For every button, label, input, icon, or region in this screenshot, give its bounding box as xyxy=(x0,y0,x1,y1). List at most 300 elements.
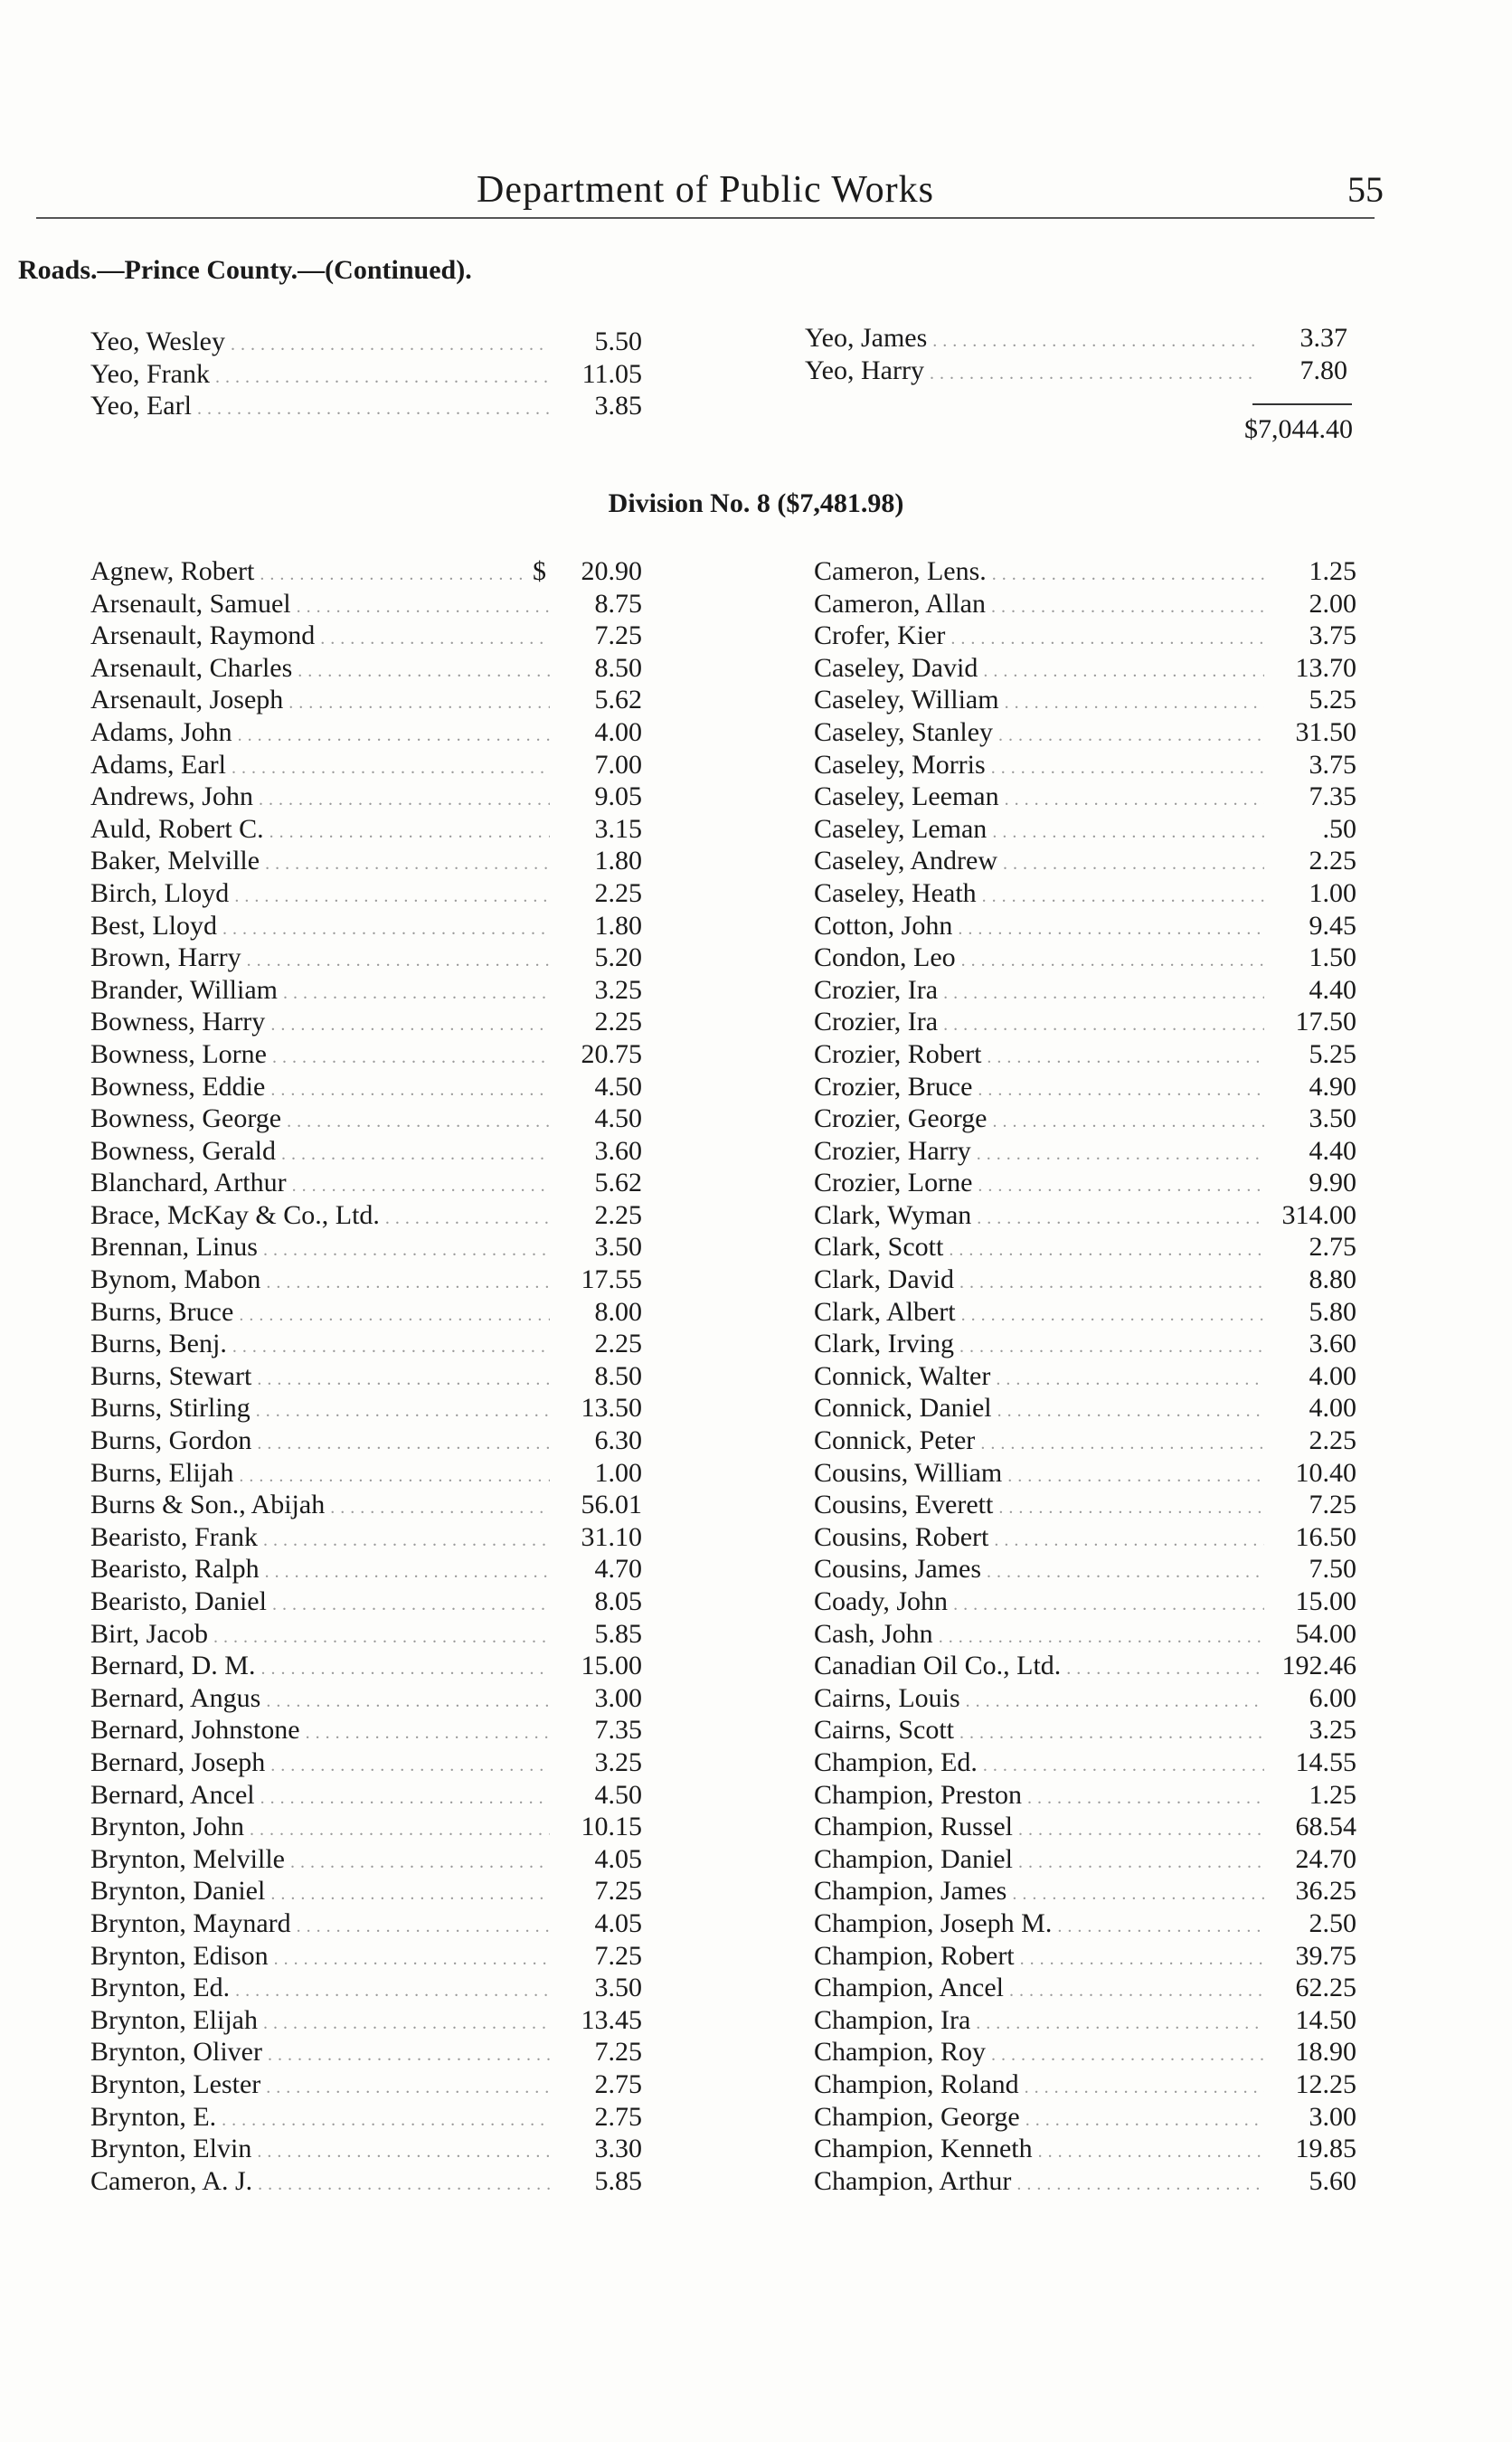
list-item xyxy=(814,1714,1356,1746)
list-item xyxy=(814,942,1356,974)
dot-leader xyxy=(950,623,1264,656)
list-item xyxy=(814,1940,1356,1973)
payee-name: Champion, Ancel xyxy=(814,1973,1004,2003)
left-column xyxy=(90,555,642,2197)
payee-name: Brown, Harry xyxy=(90,942,241,973)
list-item xyxy=(90,1457,642,1490)
payment-amount: 11.05 xyxy=(581,358,642,389)
payee-name: Bernard, D. M. xyxy=(90,1651,256,1681)
list-item xyxy=(90,2004,642,2037)
payment-amount: 314.00 xyxy=(1281,1199,1356,1230)
dot-leader xyxy=(270,1879,550,1911)
payment-amount: 7.00 xyxy=(594,749,642,780)
dot-leader xyxy=(232,752,550,785)
list-item xyxy=(814,1231,1356,1264)
list-item xyxy=(90,2036,642,2068)
payment-amount: 3.30 xyxy=(594,2134,642,2164)
list-item xyxy=(814,1199,1356,1232)
subtotal-amount: $7,044.40 xyxy=(1244,414,1353,444)
payee-name: Caseley, Leman xyxy=(814,813,988,844)
top-right-list xyxy=(805,322,1347,386)
subtotal-rule xyxy=(1252,403,1352,405)
list-item xyxy=(90,781,642,813)
payee-name: Bearisto, Ralph xyxy=(90,1554,260,1585)
list-item xyxy=(90,2068,642,2101)
dot-leader xyxy=(994,1525,1264,1557)
payment-amount: 2.25 xyxy=(594,1007,642,1037)
dot-leader xyxy=(274,1944,550,1976)
dot-leader xyxy=(215,362,550,394)
payee-name: Brander, William xyxy=(90,974,278,1005)
list-item xyxy=(814,2068,1356,2101)
list-item xyxy=(90,588,642,620)
dot-leader xyxy=(991,592,1264,624)
payee-name: Adams, John xyxy=(90,716,232,747)
list-item xyxy=(90,326,642,358)
list-item xyxy=(814,1071,1356,1103)
payee-name: Burns, Stirling xyxy=(90,1393,250,1424)
payment-amount: 13.70 xyxy=(1295,652,1356,683)
payment-amount: 1.80 xyxy=(594,846,642,876)
list-item xyxy=(814,1264,1356,1296)
payee-name: Brace, McKay & Co., Ltd. xyxy=(90,1199,380,1230)
payee-name: Burns, Stewart xyxy=(90,1360,252,1391)
list-item xyxy=(90,684,642,716)
dot-leader xyxy=(959,1331,1264,1364)
payment-amount: 3.50 xyxy=(594,1232,642,1263)
payment-amount: 5.80 xyxy=(1309,1296,1356,1327)
list-item xyxy=(90,1392,642,1424)
dot-leader xyxy=(930,358,1255,391)
payment-amount: 4.50 xyxy=(594,1779,642,1810)
payee-name: Caseley, Leeman xyxy=(814,781,999,812)
payee-name: Blanchard, Arthur xyxy=(90,1168,287,1198)
payee-name: Cousins, Everett xyxy=(814,1490,994,1520)
dot-leader xyxy=(239,1300,550,1332)
payment-amount: 2.00 xyxy=(1309,588,1356,619)
payee-name: Brynton, Elvin xyxy=(90,2134,252,2164)
list-item xyxy=(90,877,642,910)
payment-amount: 5.20 xyxy=(594,942,642,973)
dot-leader xyxy=(991,2040,1264,2072)
payee-name: Arsenault, Charles xyxy=(90,652,293,683)
dot-leader xyxy=(980,1428,1264,1461)
list-item xyxy=(814,2004,1356,2037)
list-item xyxy=(814,1907,1356,1940)
payee-name: Champion, George xyxy=(814,2101,1020,2132)
payment-amount: 17.55 xyxy=(581,1264,642,1295)
dot-leader xyxy=(258,2169,550,2201)
list-item xyxy=(90,1682,642,1715)
dot-leader xyxy=(987,1557,1264,1589)
payee-name: Canadian Oil Co., Ltd. xyxy=(814,1651,1062,1681)
payee-name: Brynton, Lester xyxy=(90,2068,261,2099)
payee-name: Brynton, Maynard xyxy=(90,1907,291,1938)
list-item xyxy=(814,1328,1356,1360)
payment-amount: 3.75 xyxy=(1309,620,1356,651)
payment-amount: 16.50 xyxy=(1295,1521,1356,1552)
payee-name: Brynton, Edison xyxy=(90,1940,269,1971)
payment-amount: 13.45 xyxy=(581,2004,642,2035)
payment-amount: 17.50 xyxy=(1295,1007,1356,1037)
payment-amount: 5.85 xyxy=(594,1618,642,1649)
payee-name: Best, Lloyd xyxy=(90,910,217,941)
payment-amount: 4.05 xyxy=(594,1907,642,1938)
dot-leader xyxy=(385,1203,550,1235)
list-item xyxy=(814,1618,1356,1651)
dot-leader xyxy=(991,752,1264,785)
dot-leader xyxy=(197,393,550,426)
payment-amount: 2.25 xyxy=(594,877,642,908)
list-item xyxy=(90,974,642,1007)
payment-amount: 9.05 xyxy=(594,781,642,812)
list-item xyxy=(814,652,1356,685)
list-item xyxy=(814,1746,1356,1779)
list-item xyxy=(814,2036,1356,2068)
payee-name: Burns & Son., Abijah xyxy=(90,1490,326,1520)
payee-name: Crozier, Ira xyxy=(814,974,939,1005)
payment-amount: 15.00 xyxy=(1295,1586,1356,1616)
payment-amount: 31.10 xyxy=(581,1521,642,1552)
dot-leader xyxy=(1005,687,1264,720)
dot-leader xyxy=(270,1009,550,1042)
dot-leader xyxy=(983,1750,1264,1783)
payee-name: Baker, Melville xyxy=(90,846,260,876)
list-item xyxy=(814,1779,1356,1812)
list-item xyxy=(814,877,1356,910)
payment-amount: 4.90 xyxy=(1309,1071,1356,1102)
payment-amount: 1.25 xyxy=(1309,1779,1356,1810)
payment-amount: 3.25 xyxy=(594,974,642,1005)
list-item xyxy=(814,1296,1356,1329)
list-item xyxy=(90,1103,642,1135)
payee-name: Cairns, Scott xyxy=(814,1715,954,1746)
payee-name: Adams, Earl xyxy=(90,749,226,780)
right-column xyxy=(814,555,1356,2197)
dot-leader xyxy=(982,881,1264,913)
dot-leader xyxy=(234,881,550,913)
list-item xyxy=(90,652,642,685)
list-item xyxy=(814,1521,1356,1554)
list-item xyxy=(814,1103,1356,1135)
payee-name: Connick, Walter xyxy=(814,1360,991,1391)
dot-leader xyxy=(231,329,550,362)
list-item xyxy=(90,942,642,974)
payment-amount: 5.60 xyxy=(1309,2165,1356,2196)
list-item xyxy=(90,2133,642,2165)
payee-name: Caseley, Stanley xyxy=(814,716,994,747)
payment-amount: 19.85 xyxy=(1295,2134,1356,2164)
payment-amount: 2.25 xyxy=(594,1199,642,1230)
payee-name: Brynton, John xyxy=(90,1812,245,1842)
dot-leader xyxy=(256,1396,550,1428)
payment-amount: 4.50 xyxy=(594,1103,642,1134)
dot-leader xyxy=(239,1461,550,1493)
list-item xyxy=(90,1296,642,1329)
payee-name: Champion, Preston xyxy=(814,1779,1022,1810)
list-item xyxy=(814,974,1356,1007)
payment-amount: 4.05 xyxy=(594,1843,642,1874)
dot-leader xyxy=(287,1106,550,1139)
dot-leader xyxy=(213,1622,550,1654)
dot-leader xyxy=(958,913,1264,946)
list-item xyxy=(90,1811,642,1843)
payee-name: Cousins, Robert xyxy=(814,1521,989,1552)
payment-amount: 4.50 xyxy=(594,1071,642,1102)
payee-name: Cameron, Allan xyxy=(814,588,986,619)
payment-amount: 2.25 xyxy=(594,1329,642,1359)
dot-leader xyxy=(1038,2136,1264,2169)
dot-leader xyxy=(232,1331,550,1364)
list-item xyxy=(814,716,1356,749)
list-item xyxy=(814,620,1356,652)
payment-amount: 2.50 xyxy=(1309,1907,1356,1938)
payment-amount: 8.50 xyxy=(594,1360,642,1391)
list-item xyxy=(90,1521,642,1554)
list-item xyxy=(90,1907,642,1940)
payment-amount: 1.50 xyxy=(1309,942,1356,973)
payee-name: Caseley, William xyxy=(814,685,999,715)
payee-name: Crozier, Harry xyxy=(814,1135,971,1166)
payee-name: Cotton, John xyxy=(814,910,953,941)
dot-leader xyxy=(987,1042,1264,1074)
list-item xyxy=(814,781,1356,813)
payee-name: Burns, Benj. xyxy=(90,1329,227,1359)
list-item xyxy=(90,1231,642,1264)
list-item xyxy=(90,813,642,846)
payment-amount: 24.70 xyxy=(1295,1843,1356,1874)
payment-amount: 1.00 xyxy=(1309,877,1356,908)
list-item xyxy=(814,2133,1356,2165)
payee-name: Champion, Ira xyxy=(814,2004,971,2035)
payee-name: Yeo, Harry xyxy=(805,355,924,385)
dot-leader xyxy=(257,2136,550,2169)
payee-name: Arsenault, Raymond xyxy=(90,620,316,651)
payment-amount: .50 xyxy=(1322,813,1356,844)
payee-name: Bowness, Gerald xyxy=(90,1135,276,1166)
payee-name: Bowness, Lorne xyxy=(90,1038,267,1069)
dot-leader xyxy=(949,1235,1264,1267)
payment-amount: 3.85 xyxy=(594,391,642,421)
list-item xyxy=(814,2165,1356,2198)
dot-leader xyxy=(959,1267,1264,1300)
dot-leader xyxy=(320,623,550,656)
dot-leader xyxy=(260,1653,550,1686)
top-left-list xyxy=(90,326,642,422)
page-title: Department of Public Works xyxy=(477,169,934,211)
list-item xyxy=(90,1038,642,1071)
list-item xyxy=(814,1135,1356,1168)
dot-leader xyxy=(266,1267,550,1300)
payee-name: Champion, Ed. xyxy=(814,1746,978,1777)
payment-amount: 3.25 xyxy=(1309,1715,1356,1746)
list-item xyxy=(90,845,642,877)
dot-leader xyxy=(1018,1814,1264,1847)
payee-name: Yeo, Frank xyxy=(90,358,210,389)
list-item xyxy=(90,1489,642,1521)
payee-name: Champion, Joseph M. xyxy=(814,1907,1053,1938)
dot-leader xyxy=(266,2072,550,2105)
dot-leader xyxy=(1020,1944,1264,1976)
payment-amount: 7.25 xyxy=(594,620,642,651)
payment-amount: 3.60 xyxy=(594,1135,642,1166)
payee-name: Caseley, Andrew xyxy=(814,846,997,876)
payment-amount: 4.40 xyxy=(1309,974,1356,1005)
payee-name: Crozier, Bruce xyxy=(814,1071,973,1102)
payment-amount: 3.25 xyxy=(594,1746,642,1777)
dot-leader xyxy=(998,1492,1264,1525)
payment-amount: 7.25 xyxy=(594,1876,642,1907)
payee-name: Brynton, E. xyxy=(90,2101,217,2132)
payee-name: Caseley, Heath xyxy=(814,877,977,908)
payee-name: Crozier, Ira xyxy=(814,1007,939,1037)
list-item xyxy=(90,1071,642,1103)
payee-name: Bynom, Mabon xyxy=(90,1264,261,1295)
dot-leader xyxy=(250,1814,550,1847)
dot-leader xyxy=(290,1847,550,1879)
payee-name: Brynton, Elijah xyxy=(90,2004,258,2035)
payment-amount: 3.60 xyxy=(1309,1329,1356,1359)
list-item xyxy=(814,1006,1356,1038)
list-item xyxy=(90,1940,642,1973)
list-item xyxy=(90,1424,642,1457)
payee-name: Crozier, Lorne xyxy=(814,1168,973,1198)
payment-amount: 1.00 xyxy=(594,1457,642,1488)
dot-leader xyxy=(943,1009,1264,1042)
list-item xyxy=(90,1585,642,1618)
list-item xyxy=(90,1843,642,1876)
payment-amount: 62.25 xyxy=(1295,1973,1356,2003)
list-item xyxy=(90,1746,642,1779)
payment-amount: 7.25 xyxy=(594,1940,642,1971)
payment-amount: 14.50 xyxy=(1295,2004,1356,2035)
payment-amount: 5.50 xyxy=(594,327,642,356)
dot-leader xyxy=(1027,1783,1264,1815)
list-item xyxy=(90,1972,642,2004)
list-item xyxy=(90,1714,642,1746)
list-item xyxy=(814,813,1356,846)
list-item xyxy=(90,1264,642,1296)
payment-amount: 4.70 xyxy=(594,1554,642,1585)
dot-leader xyxy=(268,2040,550,2072)
list-item xyxy=(814,1972,1356,2004)
payment-amount: 56.01 xyxy=(581,1490,642,1520)
dot-leader xyxy=(1018,1847,1264,1879)
list-item xyxy=(90,910,642,942)
payee-name: Clark, Wyman xyxy=(814,1199,972,1230)
payment-amount: 15.00 xyxy=(581,1651,642,1681)
dot-leader xyxy=(978,1170,1264,1203)
payment-amount: 7.25 xyxy=(1309,1490,1356,1520)
list-item xyxy=(814,1167,1356,1199)
payee-name: Coady, John xyxy=(814,1586,949,1616)
dot-leader xyxy=(259,784,550,817)
payee-name: Burns, Gordon xyxy=(90,1425,252,1456)
list-item xyxy=(814,1553,1356,1585)
dot-leader xyxy=(306,1718,550,1750)
dot-leader xyxy=(265,1557,550,1589)
dot-leader xyxy=(1009,1975,1264,2008)
payment-amount: 8.50 xyxy=(594,652,642,683)
dot-leader xyxy=(297,1911,550,1944)
list-item xyxy=(90,1875,642,1907)
dot-leader xyxy=(976,2008,1264,2040)
payee-name: Bernard, Joseph xyxy=(90,1746,266,1777)
payment-amount: 1.25 xyxy=(1309,556,1356,586)
list-item xyxy=(814,1489,1356,1521)
payment-amount: 13.50 xyxy=(581,1393,642,1424)
payment-amount: 2.75 xyxy=(594,2101,642,2132)
payee-name: Champion, Arthur xyxy=(814,2165,1012,2196)
list-item xyxy=(90,1360,642,1393)
payment-amount: 5.25 xyxy=(1309,1038,1356,1069)
payment-amount: 7.50 xyxy=(1309,1554,1356,1585)
payment-amount: 5.85 xyxy=(594,2165,642,2196)
payee-name: Bernard, Angus xyxy=(90,1682,261,1713)
payee-name: Champion, Daniel xyxy=(814,1843,1013,1874)
payee-name: Champion, Roy xyxy=(814,2037,987,2068)
payment-amount: 10.15 xyxy=(581,1812,642,1842)
payment-amount: 3.37 xyxy=(1299,323,1347,353)
payment-amount: 10.40 xyxy=(1295,1457,1356,1488)
payee-name: Cousins, William xyxy=(814,1457,1003,1488)
payee-name: Burns, Elijah xyxy=(90,1457,234,1488)
payee-name: Condon, Leo xyxy=(814,942,956,973)
payment-amount: 7.80 xyxy=(1299,355,1347,385)
list-item xyxy=(814,684,1356,716)
list-item xyxy=(90,1167,642,1199)
dot-leader xyxy=(270,1074,550,1107)
dot-leader xyxy=(235,1975,550,2008)
payee-name: Crozier, George xyxy=(814,1103,988,1134)
payee-name: Arsenault, Joseph xyxy=(90,685,284,715)
dot-leader xyxy=(266,1686,550,1718)
payee-name: Champion, Kenneth xyxy=(814,2134,1033,2164)
dot-leader xyxy=(977,1139,1264,1171)
payee-name: Arsenault, Samuel xyxy=(90,588,291,619)
payment-amount: 20.75 xyxy=(581,1038,642,1069)
payment-amount: 2.25 xyxy=(1309,1425,1356,1456)
dot-leader xyxy=(330,1492,550,1525)
payment-amount: 9.45 xyxy=(1309,910,1356,941)
payee-name: Brynton, Daniel xyxy=(90,1876,266,1907)
payee-name: Crofer, Kier xyxy=(814,620,946,651)
list-item xyxy=(90,716,642,749)
payee-name: Agnew, Robert xyxy=(90,556,255,586)
list-item xyxy=(805,355,1347,387)
dot-leader xyxy=(297,592,550,624)
dot-leader xyxy=(263,1235,550,1267)
payment-amount: 54.00 xyxy=(1295,1618,1356,1649)
payment-amount: 4.00 xyxy=(1309,1360,1356,1391)
list-item xyxy=(90,390,642,422)
dot-leader xyxy=(281,1139,550,1171)
dot-leader xyxy=(238,720,550,752)
payment-amount: 6.00 xyxy=(1309,1682,1356,1713)
payee-name: Bernard, Ancel xyxy=(90,1779,255,1810)
dot-leader xyxy=(997,1396,1264,1428)
dot-leader xyxy=(1007,1461,1264,1493)
payment-amount: 7.35 xyxy=(594,1715,642,1746)
payee-name: Crozier, Robert xyxy=(814,1038,982,1069)
dot-leader xyxy=(222,2105,550,2137)
payee-name: Bearisto, Daniel xyxy=(90,1586,267,1616)
payee-name: Champion, Roland xyxy=(814,2068,1019,2099)
list-item xyxy=(90,1006,642,1038)
payment-amount: 7.35 xyxy=(1309,781,1356,812)
payment-amount: 39.75 xyxy=(1295,1940,1356,1971)
list-item xyxy=(90,620,642,652)
